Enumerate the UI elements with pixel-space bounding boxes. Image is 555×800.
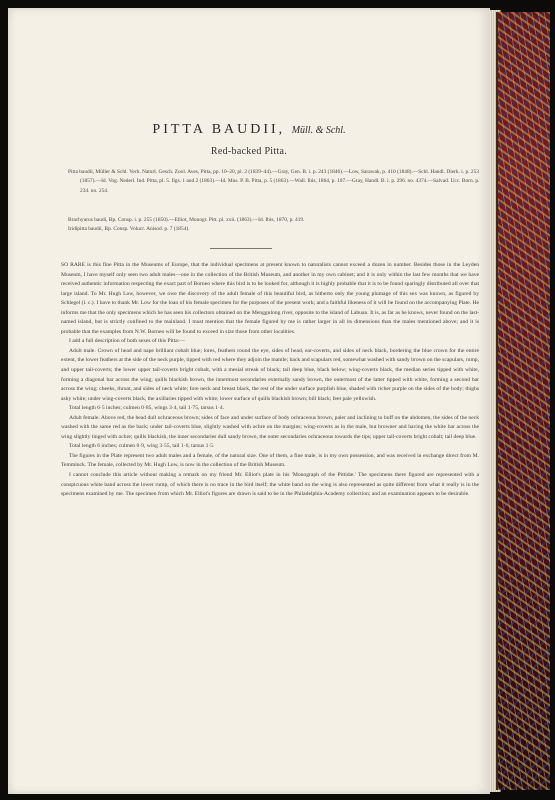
paragraph: I add a full description of both sexes of this Pitta:— xyxy=(69,338,185,345)
paragraph: Total length 6·5 inches; culmen 0·85, wings 3·4, tail 1·75, tarsus 1·4. xyxy=(69,405,225,412)
paragraph: The figures in the Plate represent two adult males and a female, of the natural size. One of them, a fine male, is in my own possession, and was received in exchange direct from M. Temminck. The female, collected by Mr. Hugh Low, is now in the collection of the British Museum. xyxy=(61,452,479,469)
paragraph: Total length 6 inches; culmen 0·9, wing 3·55, tail 1·6, tarsus 1·5. xyxy=(69,443,215,450)
common-name: Red-backed Pitta. xyxy=(210,146,288,157)
paragraph: Adult male. Crown of head and nape brilliant cobalt blue; lores, feathers round the eye, sides of head, ear-coverts, and sides of neck black, bordering the blue crown for the entire extent, the lower feathers at the side of the neck purple, tipped with red where they adjoin the mantle; back and scapulars red, somewhat washed with sandy brown on the scapulars, rump, and upper tail-coverts; the lower upper tail-coverts bright cobalt, with a mesial streak of black; tail deep blue, black below; wing-coverts black, the median series tipped with white, forming a diagonal bar across the wing; quills blackish brown, the innermost secondaries externally sandy brown, the outermost of the latter tipped with white, forming a second bar across the wing; cheeks, throat, and sides of neck white; fore neck and breast black, the rest of the under surface purplish blue, shaded with richer purple on the sides of the body; thighs ashy white; under wing-coverts black, the axillaries tipped with white; lower surface of quills blackish brown; bill black; feet pale yellowish. xyxy=(61,347,479,402)
book-page xyxy=(8,8,490,794)
paragraph: Adult female. Above red, the head dull ochraceous brown; sides of face and under surface of body ochraceous brown, paler and inclining to buff on the abdomen, the sides of the neck washed with the same red as the back; under tail-coverts blue, slightly washed with ochre on the margins; wing-coverts as in the male, but browner and having the white bar across the wing slightly tinged with ochre; quills blackish, the inner secondaries dull sandy brown, the outer secondaries ochraceous towards the tips; upper tail-coverts bright cobalt; tail deep blue. xyxy=(61,414,479,440)
section-divider xyxy=(210,248,272,249)
species-authority: Müll. & Schl. xyxy=(291,125,346,136)
synonymy-entry: Iridipitta baudii, Bp. Consp. Volucr. Anisod. p. 7 (1854). xyxy=(68,226,190,232)
article-body xyxy=(61,261,479,500)
synonymy-entry: Pitta baudii, Müller & Schl. Verh. Naturl. Gesch. Zool. Aves, Pitta, pp. 10–20, pl. 2 (1839–44).—Gray, Gen. B. i. p. 243 (1846).—Low, Sarawak, p. 410 (1848).—Schl. Handl. Dierk. i. p. 253 (1857).—Id. Vog. Nederl. Ind. Pitta, pl. 5. figs. 1 and 2 (1863).—Id. Mus. P. B. Pitta, p. 5 (1863).—Wall. Ibis, 1864, p. 107.—Gray, Handl. B. i. p. 296. no. 4374.—Salvad. Ucc. Born. p. 234. no. 254. xyxy=(68,169,480,194)
species-name: PITTA BAUDII, xyxy=(152,122,286,137)
plate-title xyxy=(8,122,490,138)
paragraph: SO RARE is this fine Pitta in the Museums of Europe, that the individual specimens at present known to naturalists cannot exceed a dozen in number. Besides those in the Leyden Museum, I have myself only seen two adult males—one in the collection of the British Museum, and another in my own cabinet; and it is only within the last few months that we have received authentic information respecting the exact part of Borneo where this bird is to be looked for, although it is highly probable that it is to be found sparingly distributed all over that large island. To Mr. Hugh Low, however, we owe the discovery of the adult female of this beautiful bird, as hitherto only the young plumage of this sex was known, as figured by Schlegel (l. c.). I have to thank Mr. Low for the loan of his female specimen for the purposes of the present work; and a faithful likeness of it will be found on the accompanying Plate. He informs me that the only specimens which he has seen his collectors obtained on the Menggulong river, opposite to the island of Labuan. It is, as far as he knows, never found on the last-named island, but is strictly confined to the mainland. I must mention that the female figured by me is rather larger in all its dimensions than the males mentioned above; and it is probable that the examples from N.W. Borneo will be found to exceed in size those from other localities. xyxy=(61,262,479,335)
marbled-edge xyxy=(496,12,550,790)
paragraph: I cannot conclude this article without making a remark on my friend Mr. Elliot's plate in his 'Monograph of the Pittidæ.' The specimens there figured are represented with a conspicuous white band across the lower rump, of which there is no trace in the bird itself; the white band on the wing is also represented as quite different from what it really is in the specimens examined by me. The specimen from which Mr. Elliot's figures are drawn is said to be in the Philadelphia-Academy collection; and an examination appears to be desirable. xyxy=(61,472,479,498)
synonymy-entry: Brachyurus baudi, Bp. Consp. i. p. 255 (1850).—Elliot, Monogr. Pitt. pl. xxii. (1863).—Id. Ibis, 1870, p. 419. xyxy=(68,217,305,223)
